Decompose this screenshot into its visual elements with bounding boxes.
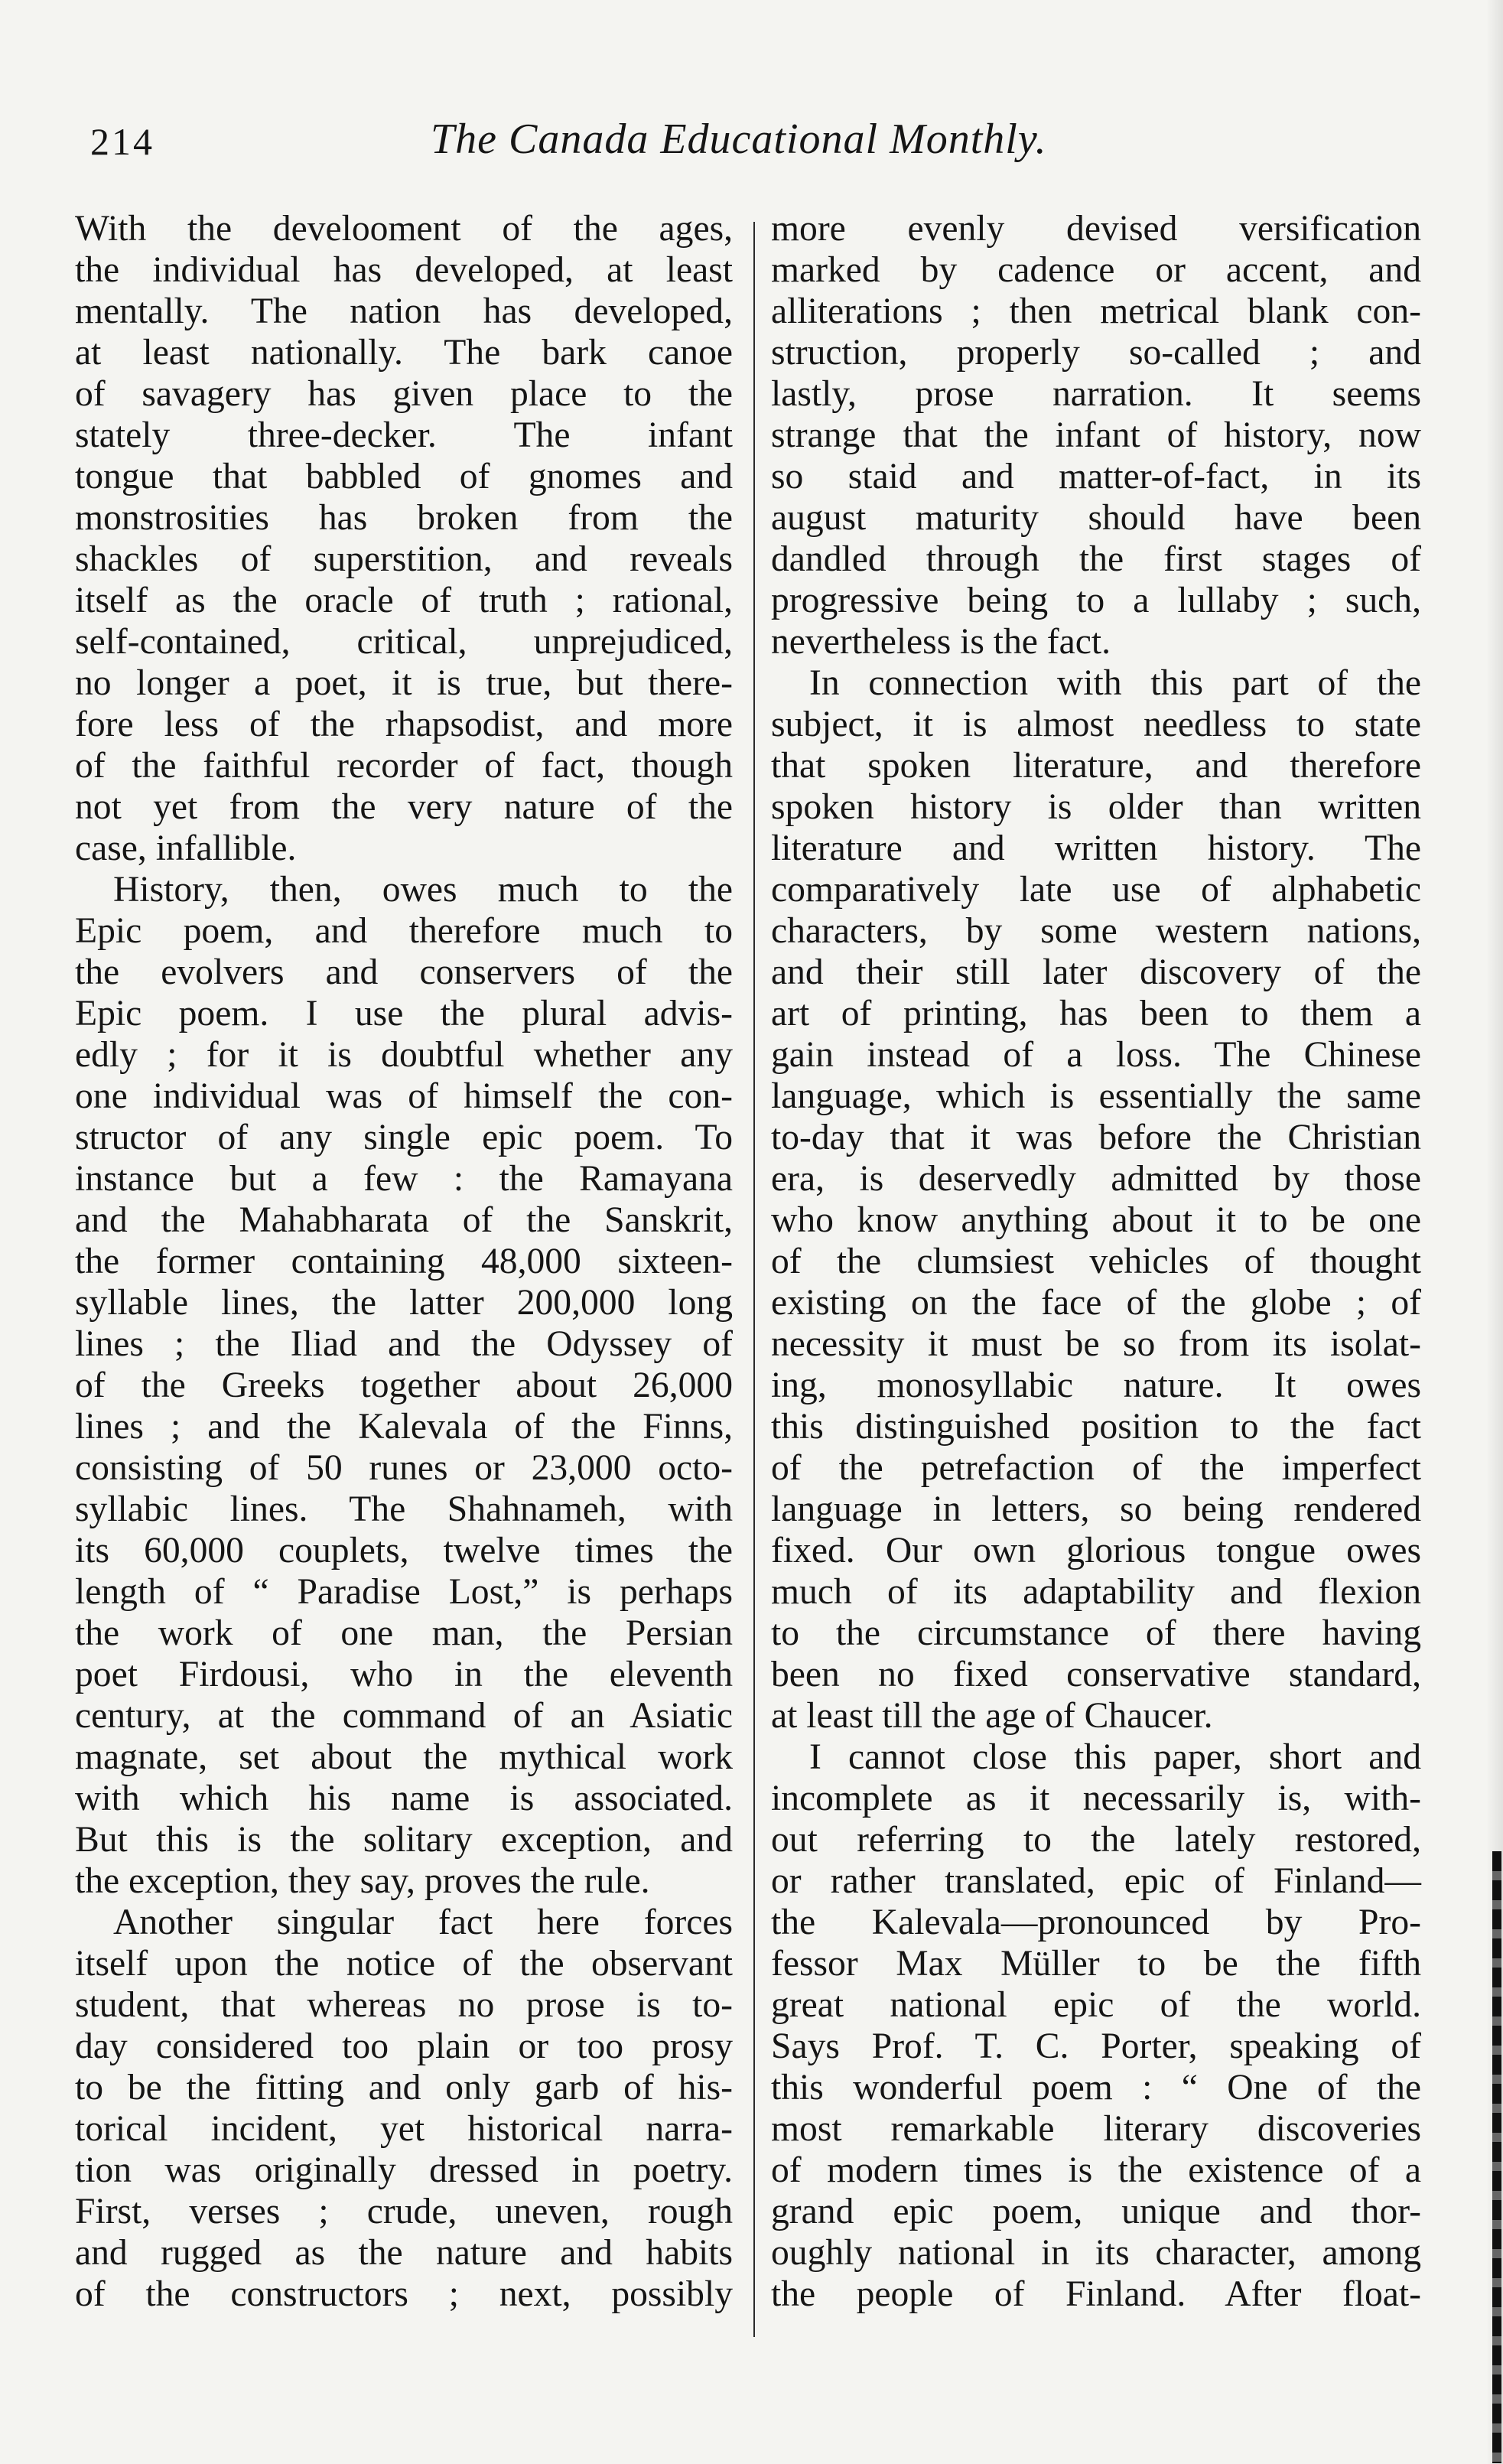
text-line: grand epic poem, unique and thor- <box>771 2192 1421 2231</box>
text-line: at least nationally. The bark canoe <box>75 333 733 373</box>
text-line: torical incident, yet historical narra- <box>75 2109 733 2149</box>
text-line: necessity it must be so from its isolat- <box>771 1324 1421 1364</box>
text-line: and their still later discovery of the <box>771 952 1421 992</box>
text-line: case, infallible. <box>75 828 297 868</box>
text-line: that spoken literature, and therefore <box>771 746 1421 786</box>
text-line: But this is the solitary exception, and <box>75 1820 733 1860</box>
text-line: Epic poem, and therefore much to <box>75 911 733 951</box>
text-line: literature and written history. The <box>771 828 1421 868</box>
text-line: tion was originally dressed in poetry. <box>75 2150 733 2190</box>
text-line: syllable lines, the latter 200,000 long <box>75 1283 733 1323</box>
text-line: I cannot close this paper, short and <box>809 1737 1421 1777</box>
text-line: instance but a few : the Ramayana <box>75 1159 733 1199</box>
text-line: comparatively late use of alphabetic <box>771 870 1421 910</box>
text-line: student, that whereas no prose is to- <box>75 1985 733 2025</box>
text-line: its 60,000 couplets, twelve times the <box>75 1531 733 1571</box>
text-line: lines ; the Iliad and the Odyssey of <box>75 1324 733 1364</box>
running-head <box>90 115 1100 168</box>
text-line: itself as the oracle of truth ; rational, <box>75 581 733 620</box>
column-divider <box>753 222 755 2337</box>
text-line: at least till the age of Chaucer. <box>771 1696 1213 1736</box>
text-line: the work of one man, the Persian <box>75 1613 733 1653</box>
text-line: Epic poem. I use the plural advis- <box>75 994 733 1033</box>
text-line: ing, monosyllabic nature. It owes <box>771 1365 1421 1405</box>
text-line: oughly national in its character, among <box>771 2233 1421 2273</box>
text-line: of the faithful recorder of fact, though <box>75 746 733 786</box>
text-line: Says Prof. T. C. Porter, speaking of <box>771 2026 1421 2066</box>
text-line: who know anything about it to be one <box>771 1200 1421 1240</box>
text-line: History, then, owes much to the <box>113 870 733 910</box>
text-line: edly ; for it is doubtful whether any <box>75 1035 733 1075</box>
text-line: dandled through the first stages of <box>771 539 1421 579</box>
text-line: century, at the command of an Asiatic <box>75 1696 733 1736</box>
text-line: august maturity should have been <box>771 498 1421 538</box>
text-line: the evolvers and conservers of the <box>75 952 733 992</box>
text-line: art of printing, has been to them a <box>771 994 1421 1033</box>
text-line: no longer a poet, it is true, but there- <box>75 663 733 703</box>
text-line: era, is deservedly admitted by those <box>771 1159 1421 1199</box>
running-title: The Canada Educational Monthly. <box>431 116 1047 163</box>
text-line: Another singular fact here forces <box>113 1903 733 1942</box>
text-line: language, which is essentially the same <box>771 1076 1421 1116</box>
text-line: self-contained, critical, unprejudiced, <box>75 622 733 662</box>
text-line: the former containing 48,000 sixteen- <box>75 1242 733 1281</box>
text-line: poet Firdousi, who in the eleventh <box>75 1655 733 1694</box>
text-line: the people of Finland. After float- <box>771 2274 1421 2314</box>
text-line: been no fixed conservative standard, <box>771 1655 1421 1694</box>
text-line: alliterations ; then metrical blank con- <box>771 291 1421 331</box>
text-line: length of “ Paradise Lost,” is perhaps <box>75 1572 733 1612</box>
text-line: mentally. The nation has developed, <box>75 291 733 331</box>
text-line: syllabic lines. The Shahnameh, with <box>75 1489 733 1529</box>
text-line: of the petrefaction of the imperfect <box>771 1448 1421 1488</box>
text-line: shackles of superstition, and reveals <box>75 539 733 579</box>
text-line: nevertheless is the fact. <box>771 622 1111 662</box>
text-line: of the Greeks together about 26,000 <box>75 1365 733 1405</box>
text-line: and the Mahabharata of the Sanskrit, <box>75 1200 733 1240</box>
text-line: the individual has developed, at least <box>75 250 733 290</box>
text-line: day considered too plain or too prosy <box>75 2026 733 2066</box>
text-line: With the develoоment of the ages, <box>75 209 733 249</box>
text-line: spoken history is older than written <box>771 787 1421 827</box>
text-line: one individual was of himself the con- <box>75 1076 733 1116</box>
text-line: most remarkable literary discoveries <box>771 2109 1421 2149</box>
text-line: strange that the infant of history, now <box>771 415 1421 455</box>
text-line: characters, by some western nations, <box>771 911 1421 951</box>
text-line: the Kalevala—pronounced by Pro- <box>771 1903 1421 1942</box>
text-line: existing on the face of the globe ; of <box>771 1283 1421 1323</box>
text-line: the exception, they say, proves the rule. <box>75 1861 650 1901</box>
text-line: stately three-decker. The infant <box>75 415 733 455</box>
text-line: lines ; and the Kalevala of the Finns, <box>75 1407 733 1447</box>
left-column <box>75 208 733 2315</box>
text-line: magnate, set about the mythical work <box>75 1737 733 1777</box>
text-line: fixed. Our own glorious tongue owes <box>771 1531 1421 1571</box>
text-line: tongue that babbled of gnomes and <box>75 457 733 496</box>
text-line: much of its adaptability and flexion <box>771 1572 1421 1612</box>
text-line: great national epic of the world. <box>771 1985 1421 2025</box>
text-line: of modern times is the existence of a <box>771 2150 1421 2190</box>
text-line: to-day that it was before the Christian <box>771 1118 1421 1157</box>
text-line: out referring to the lately restored, <box>771 1820 1421 1860</box>
right-column <box>771 208 1421 2315</box>
page-number: 214 <box>90 120 155 163</box>
text-line: to the circumstance of there having <box>771 1613 1421 1653</box>
text-line: not yet from the very nature of the <box>75 787 733 827</box>
text-line: itself upon the notice of the observant <box>75 1944 733 1984</box>
text-line: more evenly devised versification <box>771 209 1421 249</box>
text-line: lastly, prose narration. It seems <box>771 374 1421 414</box>
text-line: fessor Max Müller to be the fifth <box>771 1944 1421 1984</box>
text-line: gain instead of a loss. The Chinese <box>771 1035 1421 1075</box>
text-line: with which his name is associated. <box>75 1779 733 1818</box>
text-line: this wonderful poem : “ One of the <box>771 2068 1421 2108</box>
text-line: language in letters, so being rendered <box>771 1489 1421 1529</box>
text-line: fore less of the rhapsodist, and more <box>75 705 733 744</box>
text-line: First, verses ; crude, uneven, rough <box>75 2192 733 2231</box>
text-line: or rather translated, epic of Finland— <box>771 1861 1421 1901</box>
text-line: struction, properly so-called ; and <box>771 333 1421 373</box>
text-line: this distinguished position to the fact <box>771 1407 1421 1447</box>
text-line: of the constructors ; next, possibly <box>75 2274 733 2314</box>
text-line: of savagery has given place to the <box>75 374 733 414</box>
text-line: and rugged as the nature and habits <box>75 2233 733 2273</box>
text-line: progressive being to a lullaby ; such, <box>771 581 1421 620</box>
text-line: to be the fitting and only garb of his- <box>75 2068 733 2108</box>
text-line: incomplete as it necessarily is, with- <box>771 1779 1421 1818</box>
scan-edge-mark <box>1492 1851 1501 2463</box>
text-line: consisting of 50 runes or 23,000 octo- <box>75 1448 733 1488</box>
text-line: subject, it is almost needless to state <box>771 705 1421 744</box>
text-line: so staid and matter-of-fact, in its <box>771 457 1421 496</box>
text-line: of the clumsiest vehicles of thought <box>771 1242 1421 1281</box>
text-line: marked by cadence or accent, and <box>771 250 1421 290</box>
text-line: In connection with this part of the <box>809 663 1421 703</box>
text-line: monstrosities has broken from the <box>75 498 733 538</box>
text-line: structor of any single epic poem. To <box>75 1118 733 1157</box>
